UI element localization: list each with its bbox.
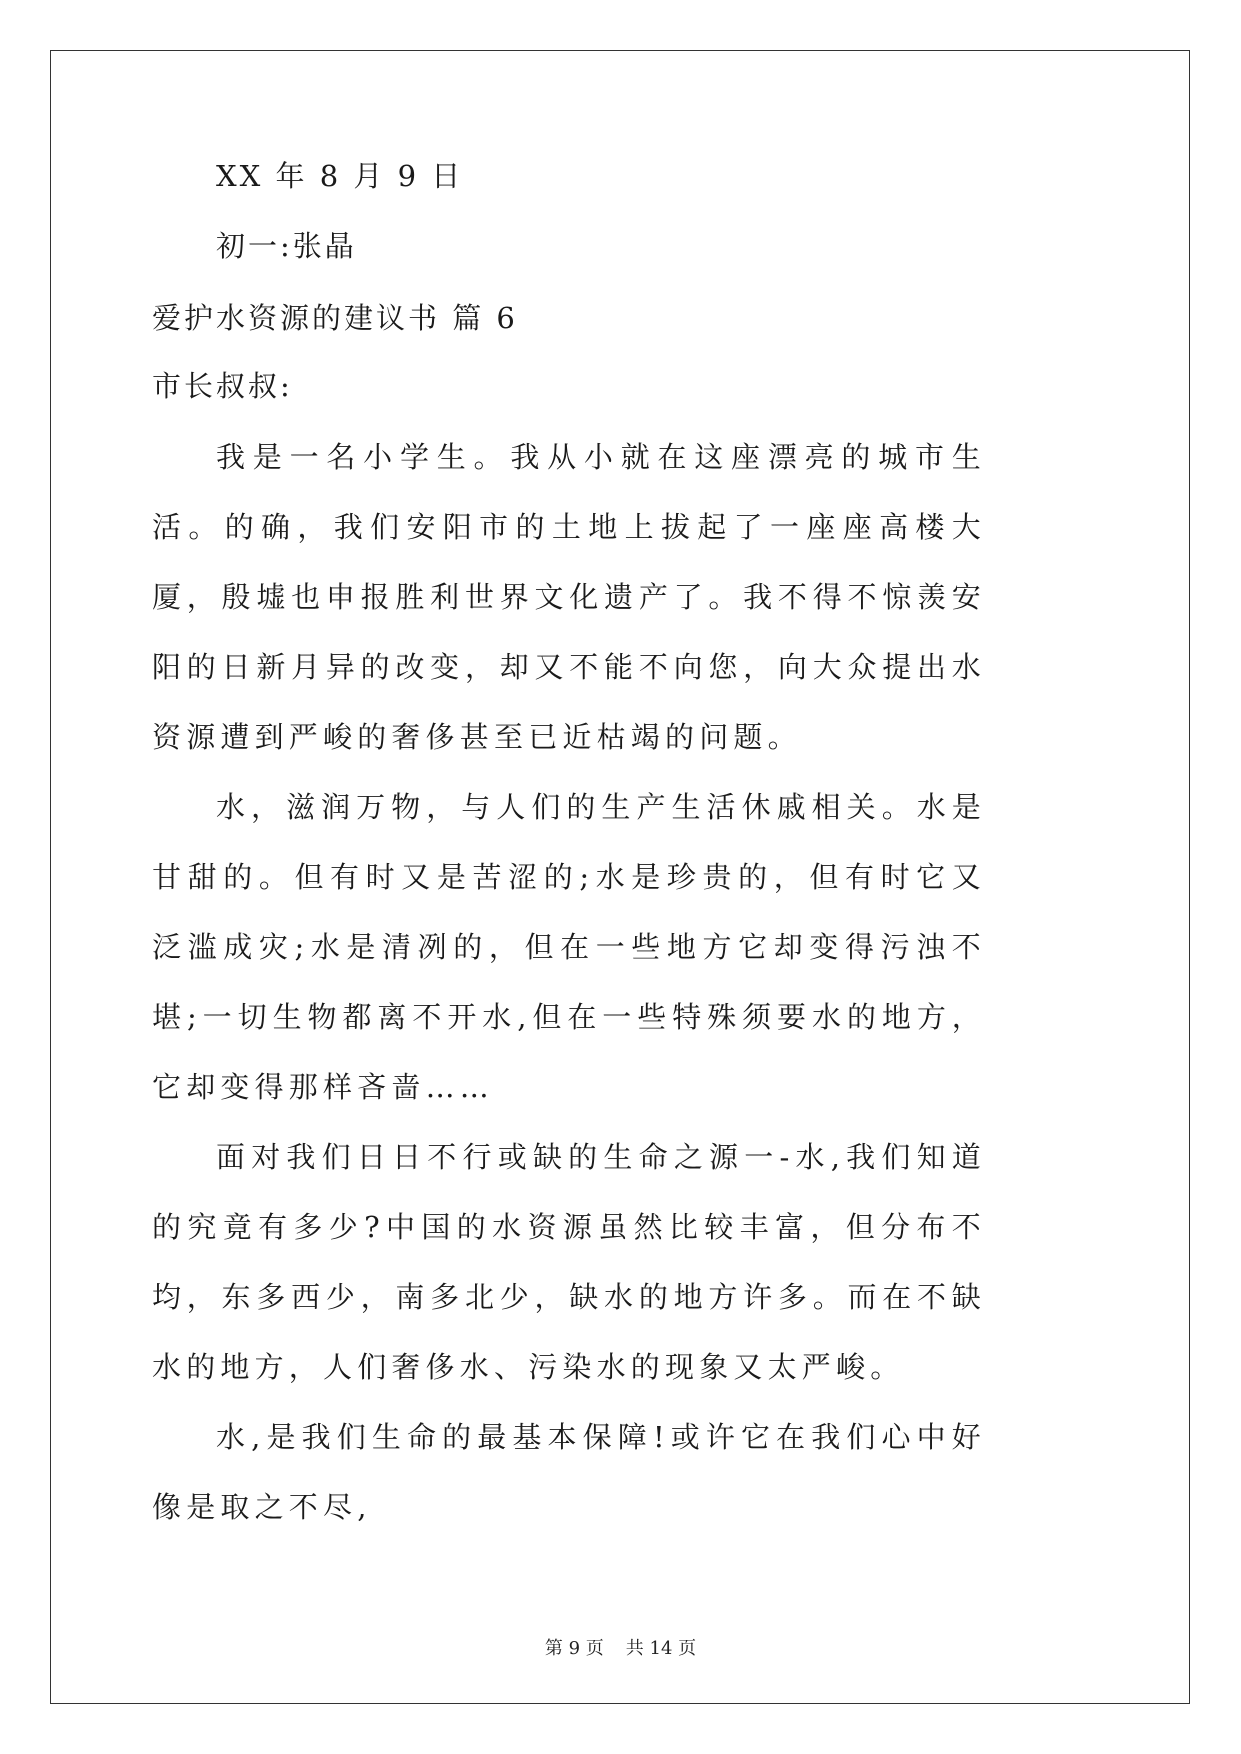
date-line: XX 年 8 月 9 日	[216, 159, 464, 193]
page-total: 共 14 页	[625, 1638, 697, 1659]
page-number: 第 9 页	[544, 1638, 604, 1659]
paragraph-4: 水,是我们生命的最基本保障!或许它在我们心中好像是取之不尽,	[152, 1420, 986, 1524]
paragraph-1: 我是一名小学生。我从小就在这座漂亮的城市生活。的确，我们安阳市的土地上拔起了一座座高楼大厦，殷墟也申报胜利世界文化遗产了。我不得不惊羡安阳的日新月异的改变，却又不能不向您，向大众提出水资源遭到严峻的奢侈甚至已近枯竭的问题。	[152, 440, 986, 754]
page-footer	[0, 1634, 1241, 1660]
paragraph-block	[152, 422, 986, 1542]
signature: 初一:张晶	[216, 229, 357, 263]
salutation: 市长叔叔:	[152, 369, 293, 403]
paragraph-2: 水，滋润万物，与人们的生产生活休戚相关。水是甘甜的。但有时又是苦涩的;水是珍贵的，但有时它又泛滥成灾;水是清冽的，但在一些地方它却变得污浊不堪;一切生物都离不开水,但在一些特殊须要水的地方，它却变得那样吝啬……	[152, 790, 986, 1104]
section-title: 爱护水资源的建议书 篇 6	[152, 301, 518, 335]
paragraph-3: 面对我们日日不行或缺的生命之源一-水,我们知道的究竟有多少?中国的水资源虽然比较丰富，但分布不均，东多西少，南多北少，缺水的地方许多。而在不缺水的地方，人们奢侈水、污染水的现象又太严峻。	[152, 1140, 986, 1384]
